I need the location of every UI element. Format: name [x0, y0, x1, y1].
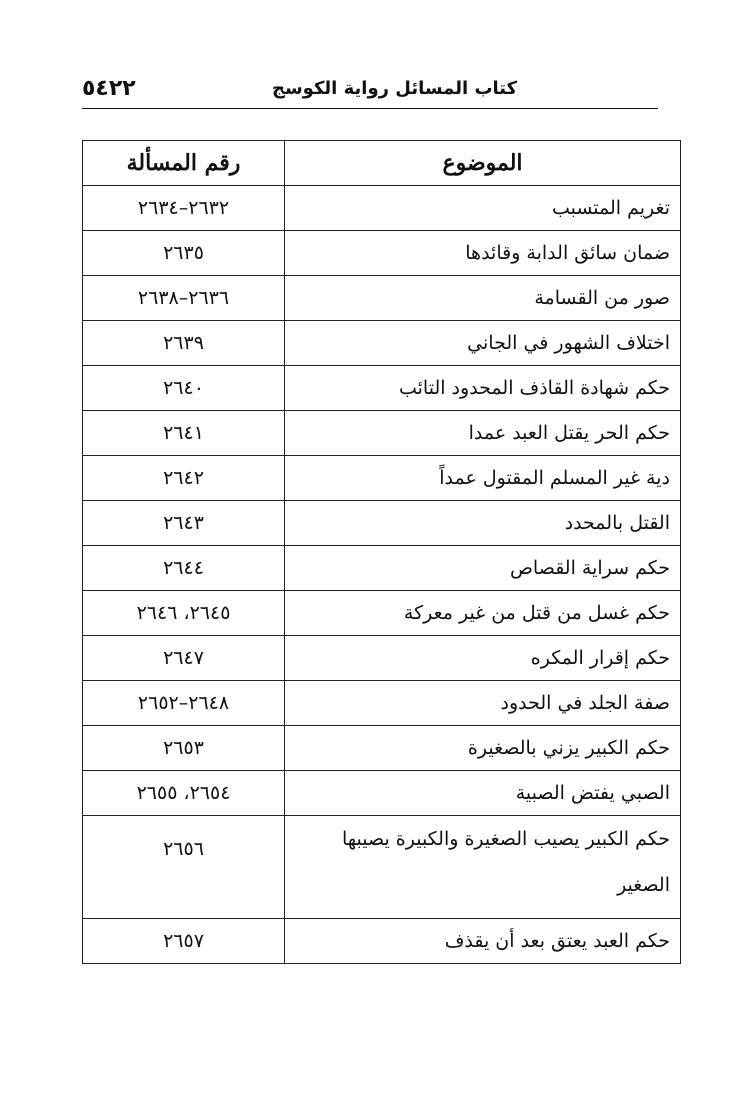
- number-cell: ٢٦٥٧: [83, 919, 285, 964]
- number-cell: ٢٦٣٩: [83, 321, 285, 366]
- number-cell: ٢٦٤٧: [83, 636, 285, 681]
- number-cell: ٢٦٤٥، ٢٦٤٦: [83, 591, 285, 636]
- topic-cell: حكم سراية القصاص: [285, 546, 681, 591]
- table-row: [83, 546, 681, 591]
- page-header: [82, 74, 658, 106]
- topic-cell: حكم إقرار المكره: [285, 636, 681, 681]
- table-row: [83, 366, 681, 411]
- table-row: [83, 816, 681, 919]
- number-cell: ٢٦٤٣: [83, 501, 285, 546]
- table-row: [83, 456, 681, 501]
- topic-cell: الصبي يفتض الصبية: [285, 771, 681, 816]
- topic-cell: حكم الكبير يزني بالصغيرة: [285, 726, 681, 771]
- table-row: [83, 321, 681, 366]
- topic-cell: حكم شهادة القاذف المحدود التائب: [285, 366, 681, 411]
- number-cell: ٢٦٣٦–٢٦٣٨: [83, 276, 285, 321]
- number-cell: ٢٦٣٥: [83, 231, 285, 276]
- number-cell: ٢٦٤٢: [83, 456, 285, 501]
- table-row: [83, 411, 681, 456]
- number-cell: ٢٦٣٢–٢٦٣٤: [83, 186, 285, 231]
- topic-cell: ضمان سائق الدابة وقائدها: [285, 231, 681, 276]
- number-cell: ٢٦٤١: [83, 411, 285, 456]
- topic-cell: حكم الكبير يصيب الصغيرة والكبيرة يصيبها الصغير: [285, 816, 681, 919]
- topic-cell: صفة الجلد في الحدود: [285, 681, 681, 726]
- number-cell: ٢٦٤٤: [83, 546, 285, 591]
- table-row: [83, 681, 681, 726]
- number-cell: ٢٦٥٣: [83, 726, 285, 771]
- table-header-row: [83, 141, 681, 186]
- number-cell: ٢٦٤٠: [83, 366, 285, 411]
- table-row: [83, 186, 681, 231]
- number-cell: ٢٦٥٦: [83, 816, 285, 919]
- page-number: ٥٤٢٢: [82, 76, 136, 101]
- column-header-number: رقم المسألة: [83, 141, 285, 186]
- number-cell: ٢٦٤٨–٢٦٥٢: [83, 681, 285, 726]
- topic-cell: حكم الحر يقتل العبد عمدا: [285, 411, 681, 456]
- table-row: [83, 726, 681, 771]
- number-cell: ٢٦٥٤، ٢٦٥٥: [83, 771, 285, 816]
- topic-cell: تغريم المتسبب: [285, 186, 681, 231]
- topic-cell: دية غير المسلم المقتول عمداً: [285, 456, 681, 501]
- table-row: [83, 771, 681, 816]
- topic-cell: اختلاف الشهور في الجاني: [285, 321, 681, 366]
- table-row: [83, 501, 681, 546]
- topic-cell: صور من القسامة: [285, 276, 681, 321]
- table-row: [83, 636, 681, 681]
- topic-cell: حكم العبد يعتق بعد أن يقذف: [285, 919, 681, 964]
- topic-cell: القتل بالمحدد: [285, 501, 681, 546]
- table-row: [83, 231, 681, 276]
- table-row: [83, 919, 681, 964]
- topics-table: [82, 140, 681, 964]
- table-row: [83, 591, 681, 636]
- column-header-topic: الموضوع: [285, 141, 681, 186]
- table-row: [83, 276, 681, 321]
- book-title: كتاب المسائل رواية الكوسج: [272, 78, 518, 99]
- header-rule: [82, 108, 658, 109]
- topic-cell: حكم غسل من قتل من غير معركة: [285, 591, 681, 636]
